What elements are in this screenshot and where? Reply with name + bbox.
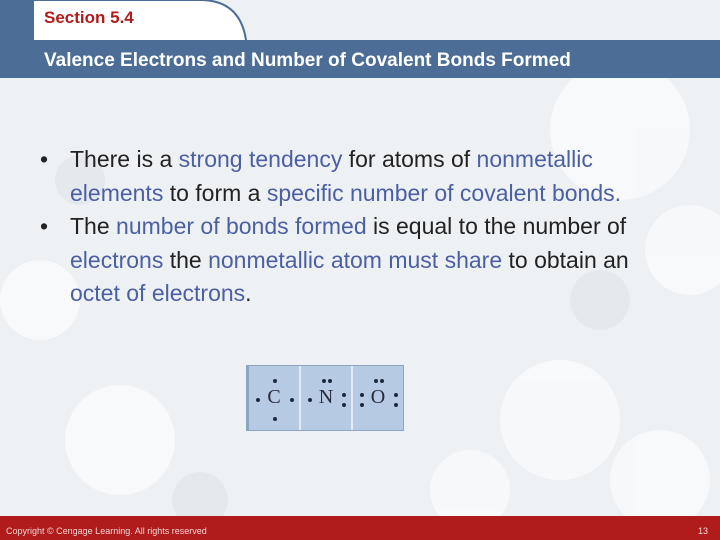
electron-dot-icon <box>380 379 384 383</box>
electron-dot-icon <box>374 379 378 383</box>
bullet-item <box>40 143 680 210</box>
bullet-text: is equal to the number of <box>366 213 627 239</box>
lewis-symbol-cell <box>299 366 351 430</box>
electron-dot-icon <box>290 398 294 402</box>
highlighted-term: electrons <box>70 246 164 273</box>
bullet-dot-icon: • <box>40 213 49 239</box>
bullet-item <box>40 210 680 311</box>
bullet-text: The <box>70 213 117 239</box>
element-symbol: C <box>267 386 281 408</box>
bullet-text: There is a <box>70 146 179 172</box>
bullet-text: for atoms of <box>342 146 477 172</box>
bullet-list <box>40 143 680 311</box>
lewis-symbol-cell <box>351 366 403 430</box>
highlighted-term: of covalent bonds. <box>427 179 622 206</box>
electron-dot-icon <box>273 379 277 383</box>
bullet-text: to form a <box>163 179 267 206</box>
electron-dot-icon <box>308 398 312 402</box>
page-number: 13 <box>697 526 708 536</box>
electron-dot-icon <box>342 403 346 407</box>
bullet-text: to obtain an <box>502 246 629 273</box>
electron-dot-icon <box>273 417 277 421</box>
element-symbol: O <box>370 386 386 408</box>
highlighted-term: strong tendency <box>178 146 343 172</box>
bullet-text: . <box>245 280 252 306</box>
electron-dot-icon <box>360 393 364 397</box>
electron-dot-icon <box>328 379 332 383</box>
bullet-dot-icon: • <box>40 146 49 172</box>
highlighted-term: nonmetallic elements <box>70 146 593 206</box>
highlighted-term: octet of electrons <box>70 280 246 306</box>
lewis-symbol-cell <box>247 366 299 430</box>
bullet-text: the <box>163 246 209 273</box>
section-label: Section 5.4 <box>44 8 134 27</box>
highlighted-term: specific number <box>266 179 428 206</box>
electron-dot-icon <box>322 379 326 383</box>
electron-dot-icon <box>256 398 260 402</box>
electron-dot-icon <box>394 403 398 407</box>
electron-dot-icon <box>342 393 346 397</box>
electron-dot-icon <box>394 393 398 397</box>
footer-bar <box>0 516 720 540</box>
element-symbol: N <box>318 386 334 408</box>
electron-dot-icon <box>360 403 364 407</box>
lewis-dot-structures <box>246 365 404 431</box>
highlighted-term: nonmetallic atom must share <box>208 246 503 273</box>
slide-title: Valence Electrons and Number of Covalent Bonds Formed <box>44 50 571 71</box>
highlighted-term: number of bonds formed <box>116 213 367 239</box>
copyright-notice: Copyright © Cengage Learning. All rights reserved <box>6 526 207 536</box>
